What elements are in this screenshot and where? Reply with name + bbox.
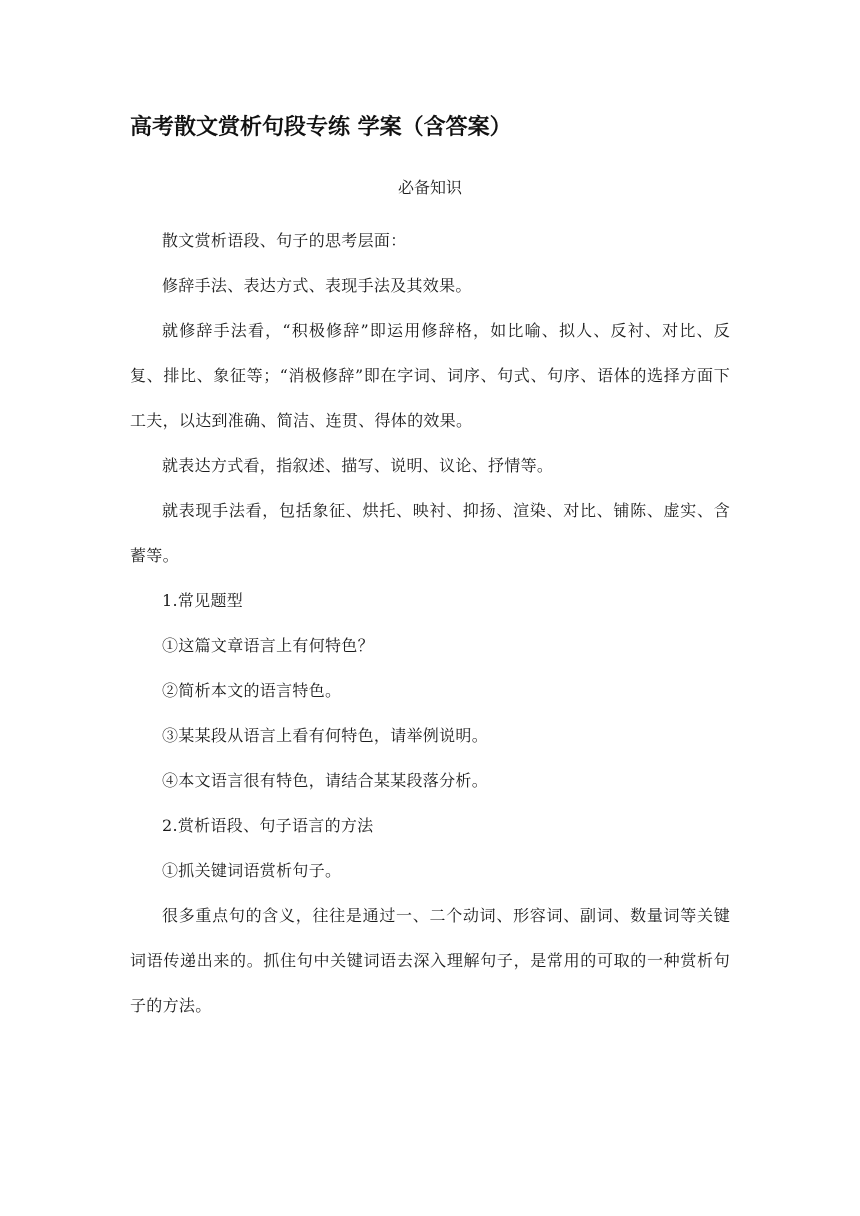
question-item-2: ②简析本文的语言特色。 bbox=[162, 681, 342, 700]
section-analysis-methods: 2.赏析语段、句子语言的方法 bbox=[162, 816, 374, 835]
document-body bbox=[130, 218, 730, 1028]
document-title: 高考散文赏析句段专练 学案（含答案） bbox=[130, 115, 512, 140]
question-item-1: ①这篇文章语言上有何特色？ bbox=[162, 636, 374, 655]
paragraph-keywords: 很多重点句的含义，往往是通过一、二个动词、形容词、副词、数量词等关键词语传递出来的。抓住句中关键词语去深入理解句子，是常用的可取的一种赏析句子的方法。 bbox=[130, 906, 730, 1015]
section-heading: 必备知识 bbox=[397, 178, 462, 197]
paragraph-thinking-levels: 散文赏析语段、句子的思考层面： bbox=[162, 231, 407, 250]
paragraph-aspects: 修辞手法、表达方式、表现手法及其效果。 bbox=[162, 276, 472, 295]
section-common-question-types: 1.常见题型 bbox=[162, 591, 244, 610]
question-item-3: ③某某段从语言上看有何特色，请举例说明。 bbox=[162, 726, 489, 745]
paragraph-rhetoric: 就修辞手法看，“积极修辞”即运用修辞格，如比喻、拟人、反衬、对比、反复、排比、象征等；“消极修辞”即在字词、词序、句式、句序、语体的选择方面下工夫，以达到准确、简洁、连贯、得体的效果。 bbox=[130, 321, 730, 430]
question-item-4: ④本文语言很有特色，请结合某某段落分析。 bbox=[162, 771, 489, 790]
paragraph-techniques: 就表现手法看，包括象征、烘托、映衬、抑扬、渲染、对比、铺陈、虚实、含蓄等。 bbox=[130, 501, 730, 565]
method-item-1: ①抓关键词语赏析句子。 bbox=[162, 861, 342, 880]
paragraph-expression-modes: 就表达方式看，指叙述、描写、说明、议论、抒情等。 bbox=[162, 456, 554, 475]
